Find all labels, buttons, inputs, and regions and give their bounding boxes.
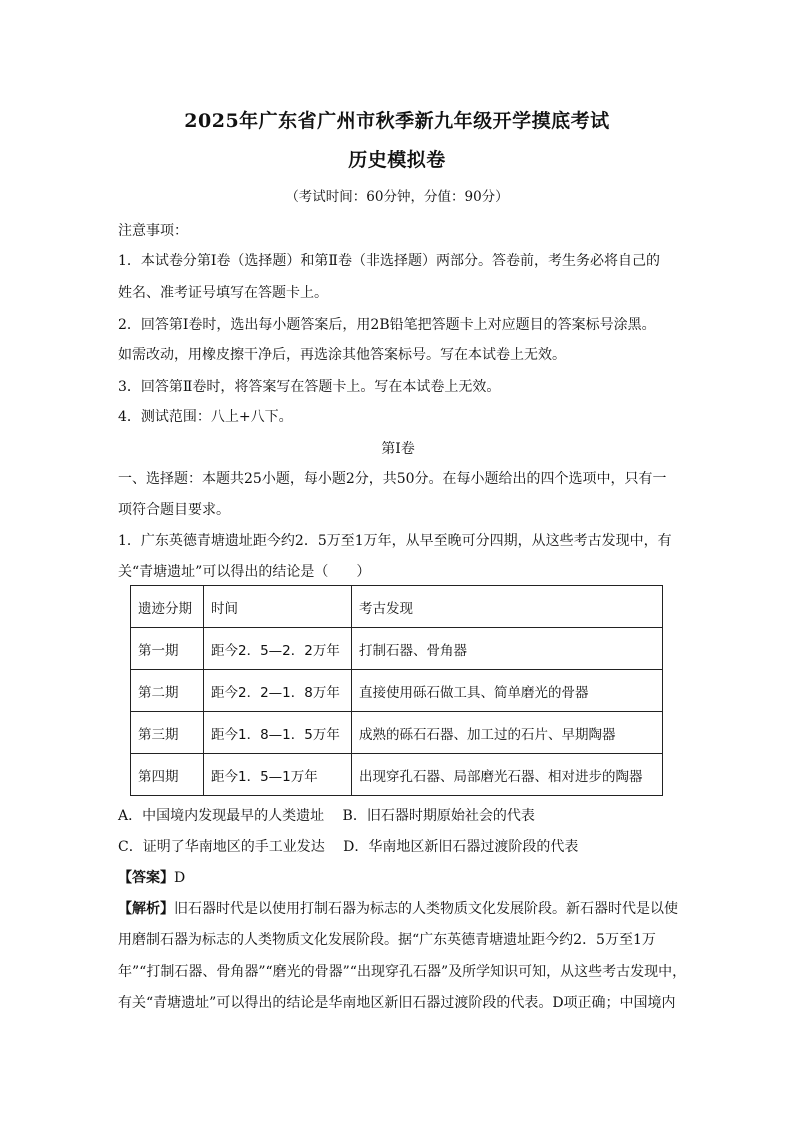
table-row bbox=[131, 754, 663, 796]
table-header-row bbox=[131, 586, 663, 628]
table-header-cell: 考古发现 bbox=[352, 586, 663, 628]
section-title: 第Ⅰ卷 bbox=[381, 441, 415, 457]
exam-subject-title: 历史模拟卷 bbox=[348, 149, 446, 171]
answer-value: D bbox=[174, 870, 186, 886]
exam-info: （考试时间：60分钟，分值：90分） bbox=[285, 189, 509, 205]
table-cell: 直接使用砾石做工具、简单磨光的骨器 bbox=[352, 670, 663, 712]
note-line: 姓名、准考证号填写在答题卡上。 bbox=[118, 285, 328, 301]
table-cell: 第四期 bbox=[131, 754, 204, 796]
answer-line bbox=[118, 867, 678, 887]
table-header-cell: 遗迹分期 bbox=[131, 586, 204, 628]
table-cell: 距今1．5—1万年 bbox=[204, 754, 352, 796]
analysis-text: 有关“青塘遗址”可以得出的结论是华南地区新旧石器过渡阶段的代表。D项正确；中国境内 bbox=[118, 995, 676, 1011]
note-line: 1．本试卷分第Ⅰ卷（选择题）和第Ⅱ卷（非选择题）两部分。答卷前，考生务必将自己的 bbox=[118, 253, 660, 269]
note-line: 4．测试范围：八上+八下。 bbox=[118, 409, 293, 425]
table-cell: 第三期 bbox=[131, 712, 204, 754]
answer-label: 【答案】 bbox=[118, 870, 174, 886]
table-cell: 第一期 bbox=[131, 628, 204, 670]
table-row bbox=[131, 670, 663, 712]
table-row bbox=[131, 712, 663, 754]
archaeology-table bbox=[130, 585, 663, 796]
analysis-text: 年”“打制石器、骨角器”“磨光的骨器”“出现穿孔石器”及所学知识可知，从这些考古发现中， bbox=[118, 964, 687, 980]
table-header-cell: 时间 bbox=[204, 586, 352, 628]
table-cell: 距今2．2—1．8万年 bbox=[204, 670, 352, 712]
table-cell: 打制石器、骨角器 bbox=[352, 628, 663, 670]
note-line: 2．回答第Ⅰ卷时，选出每小题答案后，用2B铅笔把答题卡上对应题目的答案标号涂黑。 bbox=[118, 317, 656, 333]
section-intro: 项符合题目要求。 bbox=[118, 502, 230, 518]
analysis-text: 用磨制石器为标志的人类物质文化发展阶段。据“广东英德青塘遗址距今约2．5万至1万 bbox=[118, 932, 656, 948]
table-cell: 第二期 bbox=[131, 670, 204, 712]
table-cell: 成熟的砾石石器、加工过的石片、早期陶器 bbox=[352, 712, 663, 754]
analysis-label: 【解析】 bbox=[118, 901, 174, 917]
question-stem: 1．广东英德青塘遗址距今约2．5万至1万年，从早至晚可分四期，从这些考古发现中，有 bbox=[118, 533, 672, 549]
table-cell: 出现穿孔石器、局部磨光石器、相对进步的陶器 bbox=[352, 754, 663, 796]
table-row bbox=[131, 628, 663, 670]
note-line: 如需改动，用橡皮擦干净后，再选涂其他答案标号。写在本试卷上无效。 bbox=[118, 347, 566, 363]
analysis-text: 旧石器时代是以使用打制石器为标志的人类物质文化发展阶段。新石器时代是以使 bbox=[174, 901, 678, 917]
exam-title: 2025年广东省广州市秋季新九年级开学摸底考试 bbox=[184, 110, 610, 132]
notes-heading: 注意事项： bbox=[118, 223, 188, 239]
analysis-line bbox=[118, 898, 678, 918]
table-cell: 距今1．8—1．5万年 bbox=[204, 712, 352, 754]
question-stem: 关“青塘遗址”可以得出的结论是（ ） bbox=[118, 564, 371, 580]
note-line: 3．回答第Ⅱ卷时，将答案写在答题卡上。写在本试卷上无效。 bbox=[118, 379, 501, 395]
question-options: C．证明了华南地区的手工业发达 D．华南地区新旧石器过渡阶段的代表 bbox=[118, 839, 579, 855]
section-intro: 一、选择题：本题共25小题，每小题2分，共50分。在每小题给出的四个选项中，只有一 bbox=[118, 471, 667, 487]
question-options: A．中国境内发现最早的人类遗址 B．旧石器时期原始社会的代表 bbox=[118, 808, 535, 824]
table-cell: 距今2．5—2．2万年 bbox=[204, 628, 352, 670]
